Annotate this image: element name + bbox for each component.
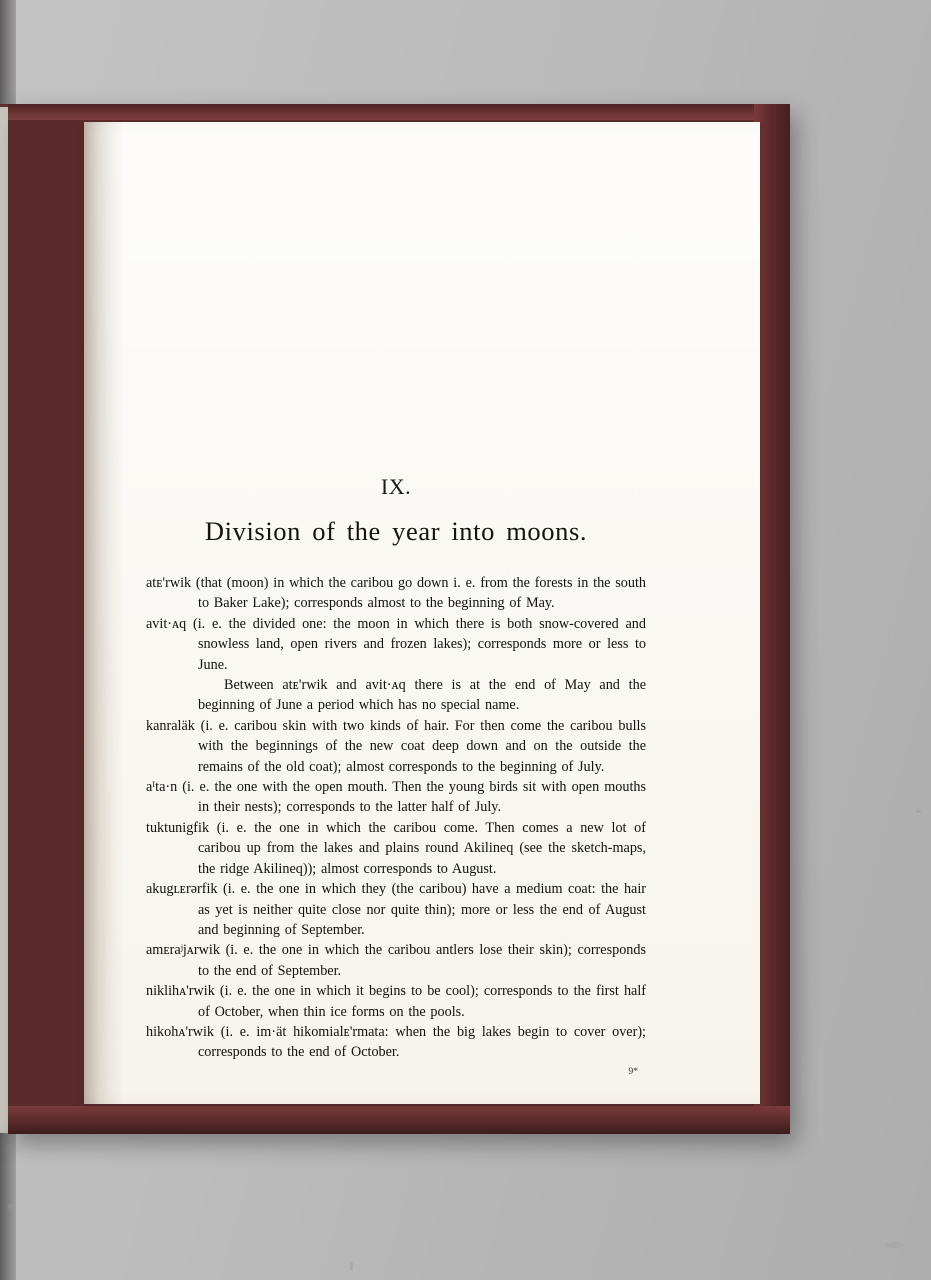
book-binding-bottom — [8, 1106, 790, 1134]
list-item — [146, 614, 646, 675]
chapter-number: IX. — [380, 474, 412, 499]
moon-definition: (i. e. the one in which the caribou come. Then comes a new lot of caribou up from the lakes and plains round Akilineq (see the sketch-maps, the ridge Akilineq)); almost corresponds to August. — [198, 819, 646, 877]
moon-definition: (i. e. caribou skin with two kinds of hair. For then come the caribou bulls with the beginnings of the new coat deep down and on the outside the remains of the old coat); almost corresponds to the beginning of July. — [198, 717, 646, 775]
list-item — [146, 573, 646, 614]
moon-definition: (i. e. the divided one: the moon in which there is both snow-covered and snowless land, open rivers and frozen lakes); corresponds more or less to June. — [193, 615, 646, 673]
page-folio: 9* — [628, 1066, 638, 1077]
page-text-column — [146, 122, 646, 1104]
dust-speck — [886, 1242, 904, 1248]
moon-headword: aᴵta·n — [146, 779, 178, 796]
moon-definition: (that (moon) in which the caribou go down i. e. from the forests in the south to Baker Lake); corresponds almost to the beginning of May. — [195, 575, 646, 612]
book-page — [84, 122, 760, 1104]
dust-speck — [916, 810, 921, 813]
list-item — [146, 981, 646, 1022]
page-title: Division of the year into moons. — [204, 516, 588, 546]
moon-definition: (i. e. the one in which it begins to be cool); corresponds to the first half of October, when thin ice forms on the pools. — [198, 983, 647, 1020]
moon-name-list — [146, 573, 646, 1063]
list-item — [146, 777, 646, 818]
moon-definition: (i. e. the one with the open mouth. Then the young birds sit with open mouths in their nests); corresponds to the latter half of July. — [182, 779, 646, 816]
dust-speck — [350, 1262, 353, 1271]
moon-definition: (i. e. im·ät hikomialᴇ'rmata: when the big lakes begin to cover over); corresponds to the end of October. — [198, 1023, 646, 1061]
list-item — [146, 818, 646, 879]
list-item — [146, 879, 646, 940]
list-item-note — [146, 675, 646, 716]
book-binding-top — [8, 104, 790, 120]
moon-headword: akugʟᴇrərfik — [146, 881, 218, 898]
dust-speck — [8, 1204, 13, 1209]
list-item — [146, 716, 646, 777]
moon-headword: avit·ᴀq — [146, 615, 187, 632]
list-item — [146, 1022, 646, 1063]
moon-definition: (i. e. the one in which they (the caribou) have a medium coat: the hair as yet is neither quite close nor quite thin); more or less the end of August and beginning of September. — [198, 881, 647, 938]
note-text: Between atᴇ'rwik and avit·ᴀq there is at the end of May and the beginning of June a period which has no special name. — [198, 677, 646, 714]
moon-headword: hikohᴀ'rwik — [146, 1023, 215, 1040]
moon-headword: tuktunigfik — [146, 819, 210, 836]
moon-headword: atᴇ'rwik — [146, 575, 192, 591]
moon-definition: (i. e. the one in which the caribou antlers lose their skin); corresponds to the end of September. — [198, 942, 646, 979]
moon-headword: kanraläk — [146, 717, 195, 734]
moon-headword: niklihᴀ'rwik — [146, 983, 215, 1000]
list-item — [146, 940, 646, 981]
moon-headword: amᴇraʲjᴀrwik — [146, 942, 220, 959]
book — [8, 104, 790, 1134]
